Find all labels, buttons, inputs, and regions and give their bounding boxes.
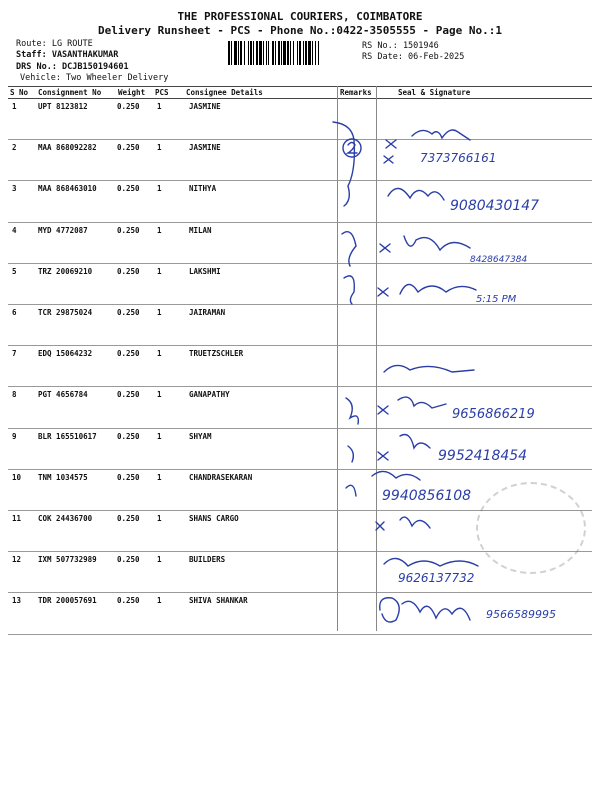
col-consignee: Consignee Details	[186, 88, 263, 97]
row13-phone-ink: 9566589995	[486, 608, 556, 621]
row-weight: 0.250	[117, 432, 140, 441]
remarks-column-rule	[337, 86, 338, 631]
row-pcs: 1	[157, 349, 162, 358]
rs-date: RS Date: 06-Feb-2025	[362, 52, 465, 62]
row5-time-ink: 5:15 PM	[476, 294, 517, 305]
row-divider	[8, 304, 592, 305]
row-consignee: GANAPATHY	[189, 390, 230, 399]
row-divider	[8, 222, 592, 223]
row-weight: 0.250	[117, 102, 140, 111]
row-weight: 0.250	[117, 267, 140, 276]
row4-remark-scribble	[342, 232, 356, 266]
row-sno: 1	[12, 102, 17, 111]
row10-phone-ink: 9940856108	[382, 488, 472, 504]
row-weight: 0.250	[117, 143, 140, 152]
row4-signature	[404, 236, 470, 250]
row-pcs: 1	[157, 514, 162, 523]
row-consignee: BUILDERS	[189, 555, 226, 564]
table-header-rule	[8, 98, 592, 99]
staff-label: Staff: VASANTHAKUMAR	[16, 50, 119, 60]
row-consignee: SHYAM	[189, 432, 212, 441]
row13-signature	[380, 598, 470, 622]
row-consignee: TRUETZSCHLER	[189, 349, 244, 358]
row-consignment: IXM 507732989	[38, 555, 97, 564]
row-weight: 0.250	[117, 308, 140, 317]
row-divider	[8, 139, 592, 140]
row-weight: 0.250	[117, 555, 140, 564]
row3-phone-ink: 9080430147	[450, 198, 540, 214]
row-sno: 13	[12, 596, 22, 605]
row1-cross	[386, 140, 396, 148]
circled-two-digit	[348, 143, 357, 154]
barcode-bar	[319, 41, 320, 65]
row7-signature	[384, 365, 474, 372]
row8-cross	[378, 406, 388, 414]
row-consignment: COK 24436700	[38, 514, 93, 523]
row-pcs: 1	[157, 143, 162, 152]
row-consignment: PGT 4656784	[38, 390, 88, 399]
row3-signature	[388, 188, 444, 200]
row-consignee: SHIVA SHANKAR	[189, 596, 248, 605]
row9-remark-scribble	[348, 446, 353, 462]
rs-number: RS No.: 1501946	[362, 41, 439, 51]
row8-phone-ink: 9656866219	[452, 407, 535, 422]
row-divider	[8, 345, 592, 346]
row-pcs: 1	[157, 308, 162, 317]
row-consignment: TRZ 20069210	[38, 267, 93, 276]
row-sno: 2	[12, 143, 17, 152]
col-remarks: Remarks	[340, 88, 372, 97]
col-weight: Weight	[118, 88, 146, 97]
row9-phone-ink: 9952418454	[438, 448, 528, 464]
row-sno: 3	[12, 184, 17, 193]
row-divider	[8, 428, 592, 429]
vehicle-label: Vehicle: Two Wheeler Delivery	[20, 73, 169, 83]
row-sno: 10	[12, 473, 22, 482]
row-pcs: 1	[157, 390, 162, 399]
row-sno: 9	[12, 432, 17, 441]
row-pcs: 1	[157, 102, 162, 111]
row-pcs: 1	[157, 432, 162, 441]
row-weight: 0.250	[117, 349, 140, 358]
row4-phone-ink: 8428647384	[470, 255, 528, 265]
company-title: THE PROFESSIONAL COURIERS, COIMBATORE	[177, 10, 423, 23]
route-label: Route: LG ROUTE	[16, 39, 93, 49]
row-pcs: 1	[157, 596, 162, 605]
row-divider	[8, 592, 592, 593]
signature-column-rule	[376, 86, 377, 631]
row-pcs: 1	[157, 267, 162, 276]
row-consignment: MAA 868092282	[38, 143, 97, 152]
row-divider	[8, 263, 592, 264]
row9-cross	[378, 452, 388, 460]
row2-phone-ink: 7373766161	[420, 151, 497, 165]
row-consignment: TNM 1034575	[38, 473, 88, 482]
row-sno: 8	[12, 390, 17, 399]
row4-cross	[380, 244, 390, 252]
barcode	[228, 41, 356, 65]
row8-remark-scribble	[346, 398, 358, 424]
row-consignment: TDR 200057691	[38, 596, 97, 605]
row-divider	[8, 469, 592, 470]
row-divider	[8, 180, 592, 181]
faded-stamp	[476, 482, 586, 574]
row-pcs: 1	[157, 226, 162, 235]
row10-signature	[372, 471, 420, 480]
table-top-rule	[8, 86, 592, 87]
row-consignment: MYD 4772087	[38, 226, 88, 235]
col-seal-signature: Seal & Signature	[398, 88, 471, 97]
row11-cross	[376, 522, 384, 530]
row-consignee: JASMINE	[189, 143, 221, 152]
row-sno: 12	[12, 555, 22, 564]
row-consignee: CHANDRASEKARAN	[189, 473, 253, 482]
row-sno: 7	[12, 349, 17, 358]
row-consignment: UPT 8123812	[38, 102, 88, 111]
drs-label: DRS No.: DCJB150194601	[16, 62, 129, 72]
col-pcs: PCS	[155, 88, 169, 97]
row-consignment: EDQ 15064232	[38, 349, 93, 358]
runsheet-subtitle: Delivery Runsheet - PCS - Phone No.:0422-3505555 - Page No.:1	[98, 24, 502, 37]
row-sno: 11	[12, 514, 22, 523]
row-pcs: 1	[157, 184, 162, 193]
row-pcs: 1	[157, 473, 162, 482]
row-divider	[8, 634, 592, 635]
row-consignee: NITHYA	[189, 184, 217, 193]
row-weight: 0.250	[117, 473, 140, 482]
row-consignee: JAIRAMAN	[189, 308, 226, 317]
row-consignee: JASMINE	[189, 102, 221, 111]
row10-remark-scribble	[346, 485, 356, 496]
circled-two-mark	[343, 139, 361, 157]
row-sno: 6	[12, 308, 17, 317]
col-sno: S No	[10, 88, 29, 97]
row-sno: 4	[12, 226, 17, 235]
row2-cross	[384, 156, 393, 163]
col-consignment: Consignment No	[38, 88, 102, 97]
row-weight: 0.250	[117, 226, 140, 235]
row11-signature	[400, 517, 430, 528]
row-weight: 0.250	[117, 596, 140, 605]
row-weight: 0.250	[117, 514, 140, 523]
row-pcs: 1	[157, 555, 162, 564]
row-consignment: TCR 29875024	[38, 308, 93, 317]
row-consignee: LAKSHMI	[189, 267, 221, 276]
row-weight: 0.250	[117, 390, 140, 399]
row5-cross	[378, 288, 388, 296]
row9-signature	[400, 435, 430, 449]
row-divider	[8, 386, 592, 387]
row-sno: 5	[12, 267, 17, 276]
row5-signature	[400, 284, 476, 294]
row-weight: 0.250	[117, 184, 140, 193]
row12-signature	[384, 558, 478, 566]
row-consignee: MILAN	[189, 226, 212, 235]
row-consignee: SHANS CARGO	[189, 514, 239, 523]
row8-signature	[398, 397, 446, 408]
row-consignment: BLR 165510617	[38, 432, 97, 441]
row5-remark-scribble	[344, 276, 354, 304]
row12-phone-ink: 9626137732	[398, 571, 475, 585]
row-consignment: MAA 868463010	[38, 184, 97, 193]
